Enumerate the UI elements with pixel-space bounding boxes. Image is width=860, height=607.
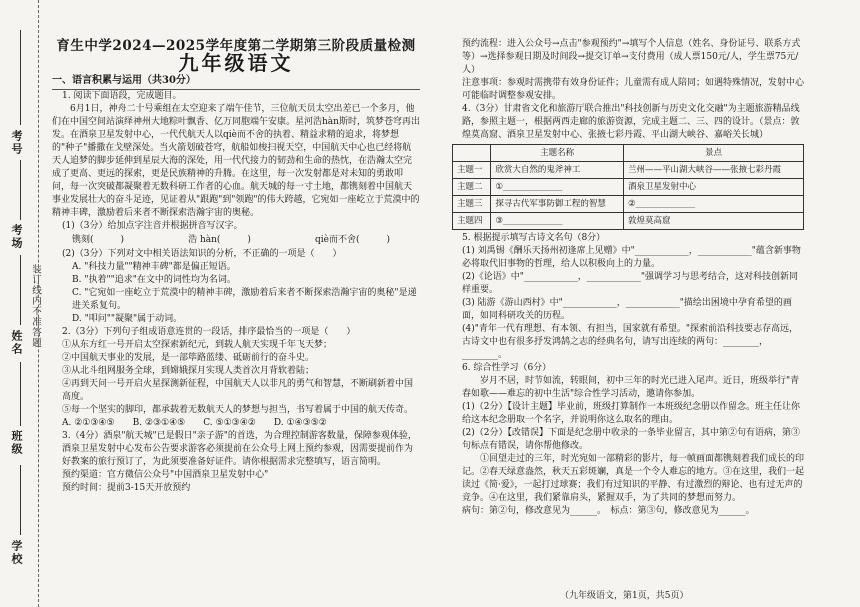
question-3: 3.（4分）酒泉"航天城"已是假日"亲子游"的首选，为合理控制游客数量，保障参观体验，酒泉卫星发射中心发布公告要求游客必须提前在公众号上网上预约参观，因需要提前作为好教案的旅行预订了，为此须要准备好证件。请你根据需求完整填写，语言简明。 — [62, 431, 417, 467]
table-cell: 主题三 — [453, 196, 491, 213]
theme-table — [452, 144, 804, 230]
subject-title: 九年级语文 — [178, 51, 294, 75]
label-class: 班级 — [10, 430, 23, 456]
table-cell: 酒泉卫星发射中心 — [624, 179, 804, 196]
table-cell: 欣赏大自然的鬼斧神工 — [491, 162, 624, 179]
sentence-5: ⑤每一个坚实的脚印，都承载着无数航天人的梦想与担当，书写着属于中国的航天传奇。 — [62, 405, 414, 415]
pinyin-row — [52, 233, 420, 248]
table-row — [453, 196, 804, 213]
table-header: 景点 — [624, 145, 804, 162]
pinyin-item: 浩 hàn( ) — [188, 235, 251, 245]
question-6-answer-line: 病句：第②句，修改意见为______。 标点：第③句，修改意见为______。 — [462, 506, 755, 516]
question-6-intro: 岁月不居，时节如流，转眼间，初中三年的时光已进入尾声。近日，班级举行"青春如歌——难忘的初中生活"综合性学习活动，邀请你参加。 — [462, 376, 800, 399]
table-cell: 主题四 — [453, 213, 491, 230]
right-column — [452, 0, 804, 518]
option-c: C. "它宛如一座屹立于荒漠中的精神丰碑，激励着后来者不断探索浩瀚宇宙的奥秘"是递进关系复句。 — [72, 288, 417, 311]
table-row — [453, 179, 804, 196]
question-1-intro: 1. 阅读下面语段，完成题目。 — [62, 91, 182, 101]
pinyin-item: 镌刻( ) — [72, 235, 125, 245]
sentence-2: ②中国航天事业的发展，是一部筚路蓝缕、砥砺前行的奋斗史。 — [62, 353, 315, 363]
poem-item-3: (3) 陆游《游山西村》中"____________，____________"描绘出困境中孕育希望的画面，如同科研攻关的历程。 — [462, 298, 792, 321]
question-1-1: (1)（3分）给加点字注音并根据拼音写汉字。 — [62, 221, 243, 231]
table-cell: ③______________ — [491, 213, 624, 230]
poem-item-1: (1) 刘禹锡《酬乐天扬州初逢席上见赠》中"____________，____________"蕴含新事物必将取代旧事物的哲理，给人以积极向上的力量。 — [462, 246, 801, 269]
fill-line — [20, 465, 21, 535]
question-6: 6. 综合性学习（6分） — [462, 363, 552, 373]
label-exam-room: 考场 — [10, 224, 23, 250]
table-cell: 敦煌莫高窟 — [624, 213, 804, 230]
sentence-1: ①从东方红一号开启太空探索新纪元，到载人航天实现千年飞天梦； — [62, 340, 333, 350]
question-4: 4.（3分）甘肃省文化和旅游厅联合推出"科技创新与历史文化交融"为主题旅游精品线路，参照主题一，根据两西走廊的旅游资源，完成主题二、三、四的设计。（景点：敦煌莫高窟、酒泉卫星发射中心、张掖七彩丹霞、平山湖大峡谷、嘉峪关长城） — [462, 104, 800, 140]
question-6-2: (2)（2分）【改错误】下面是纪念册中收录的一条毕业留言，其中第②句有语病，第③句标点有错误，请你帮他修改。 — [462, 428, 800, 451]
fill-line — [20, 255, 21, 325]
table-header-row — [453, 145, 804, 162]
option-a: A. "科技力量""精神丰碑"都是偏正短语。 — [72, 262, 236, 272]
table-header — [453, 145, 491, 162]
label-name: 姓名 — [10, 330, 23, 356]
fill-line — [20, 30, 21, 125]
table-cell: ②______________ — [624, 196, 804, 213]
binding-strip — [0, 0, 44, 607]
question-6-1: (1)（2分）【设计主题】毕业前，班级打算制作一本班级纪念册以作留念。班主任让你给这本纪念册取一个名字，并说明你这么取名的理由。 — [462, 402, 800, 425]
exam-title: 育生中学2024—2025学年度第二学期第三阶段质量检测 — [56, 38, 416, 54]
reading-passage: 6月1日，神舟二十号乘组在太空迎来了端午佳节，三位航天员太空出差已一个多月，他们在中国空间站演绎神州大地粽叶飘香、亿万同胞端午安康。星河浩hàn斯时，筑梦苍穹再出发。在酒泉卫星发射中心，一代代航天人以qiè而不舍的执着、精益求精的追求，将梦想的"种子"播撒在戈壁深处。当火箭划破苍穹，航船如梭扫视天空，中国航天中心也已经将航天人追梦的脚步延伸到星辰大海的深处，用一代代接力的韧劲和生命的热忱，在浩瀚太空完成了更高、更远的探索，更是民族精神的升腾。在这里，每一次发射都是对未知的勇敢叩问，每一次突破都凝聚着无数科研工作者的心血。航天城的每一寸土地，都镌刻着中国航天事业发展壮大的奋斗足迹，见证着从"跟跑"到"领跑"的伟大跨越，它宛如一座屹立于荒漠中的精神丰碑，激励着后来者不断探索浩瀚宇宙的奥秘。 — [52, 104, 420, 218]
poem-item-4: (4)"青年一代有理想、有本领、有担当，国家就有希望。"探索前沿科技要志存高远，古诗文中也有很多抒发鸿鹄之志的经典名句，请写出连续的两句：________，________。 — [462, 324, 799, 360]
label-school: 学校 — [10, 540, 23, 566]
pinyin-item: qiè而不舍( ) — [315, 235, 390, 245]
booking-time: 预约时间：提前3-15天开放预约 — [62, 483, 191, 493]
left-column — [52, 0, 420, 495]
table-cell: ①______________ — [491, 179, 624, 196]
booking-notice: 注意事项：参观时需携带有效身份证件；儿童需有成人陪同；如遇特殊情况，发射中心可能临时调整参观安排。 — [462, 78, 805, 101]
booking-flow: 预约流程：进入公众号→点击"参观预约"→填写个人信息（姓名、身份证号、联系方式等）→选择参观日期及时间段→提交订单→支付费用（成人票150元/人，学生票75元/人） — [462, 39, 801, 75]
booking-channel: 预约渠道：官方微信公众号"中国酒泉卫星发射中心" — [62, 470, 269, 480]
table-cell: 主题一 — [453, 162, 491, 179]
poem-item-2: (2)《论语》中"____________，____________"强调学习与思考结合，这对科技创新同样重要。 — [462, 272, 799, 295]
page-footer: （九年级语文，第1页，共5页） — [560, 591, 689, 601]
sentence-4: ④再到天问一号开启火星探测新征程，中国航天人以非凡的勇气和智慧，不断刷新着中国高度。 — [62, 379, 414, 402]
table-row — [453, 162, 804, 179]
table-cell: 探寻古代军事防御工程的智慧 — [491, 196, 624, 213]
fill-line — [20, 362, 21, 426]
fill-line — [20, 160, 21, 220]
option-d: D. "叩问""凝聚"属于动词。 — [72, 314, 183, 324]
question-2-options: A. ②①③④⑤ B. ②③①④⑤ C. ⑤①③④② D. ①④③⑤② — [62, 418, 327, 428]
table-cell: 兰州——平山湖大峡谷——张掖七彩丹霞 — [624, 162, 804, 179]
binding-note: 装订线内不准答题 — [30, 264, 41, 348]
table-header: 主题名称 — [491, 145, 624, 162]
sentence-3: ③从北斗组网服务全球，到嫦娥探月实现人类首次月背软着陆； — [62, 366, 315, 376]
table-cell: 主题二 — [453, 179, 491, 196]
section-heading: 一、语言积累与运用（共30分） — [52, 74, 420, 90]
question-5: 5. 根据提示填写古诗文名句（8分） — [462, 233, 606, 243]
question-1-2: (2)（3分）下列对文中相关语法知识的分析，不正确的一项是（ ） — [62, 249, 342, 259]
option-b: B. "执着""追求"在文中的词性均为名词。 — [72, 275, 236, 285]
table-row — [453, 213, 804, 230]
graduation-message: ①回望走过的三年，时光宛如一部精彩的影片，每一帧画面都镌刻着我们成长的印记。②春天绿意盎然，秋天五彩斑斓，真是一个令人难忘的地方。③在这里，我们一起读过《简·爱》，一起打过球赛；我们有过知识的平静、有过激烈的辩论、也有过无声的竞争。④在这里，我们紧靠肩头，紧握双手，为了共同的梦想而努力。 — [462, 454, 805, 503]
label-exam-number: 考号 — [10, 130, 23, 156]
question-2: 2.（3分）下列句子组成语意连贯的一段话，排序最恰当的一项是（ ） — [62, 327, 356, 337]
binding-dashed-line — [38, 0, 39, 607]
